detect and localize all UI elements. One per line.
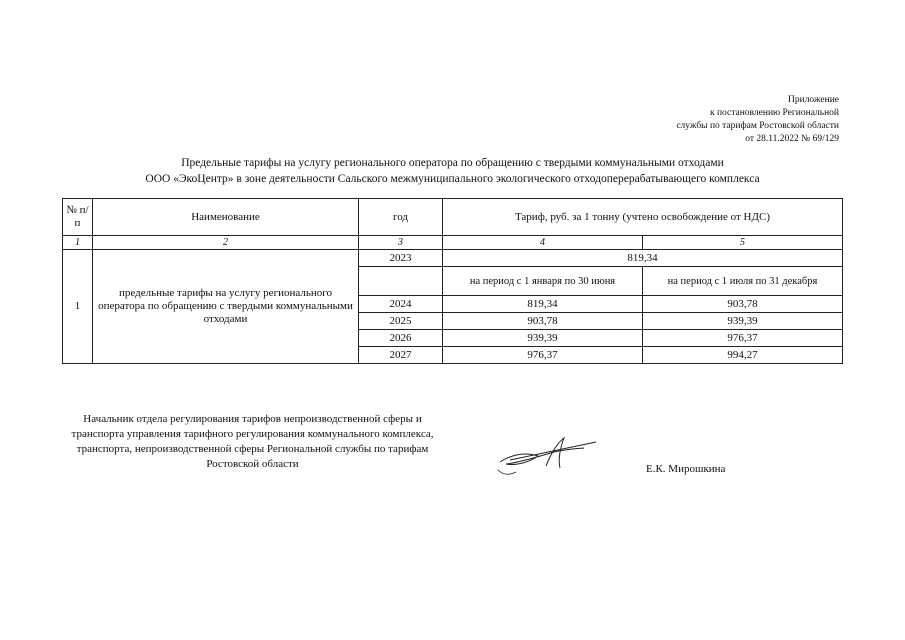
period-first-half: на период с 1 января по 30 июня xyxy=(443,267,643,296)
value-second-half: 976,37 xyxy=(643,330,843,347)
col-number-5: 5 xyxy=(643,236,843,250)
col-number-3: 3 xyxy=(359,236,443,250)
row-number: 1 xyxy=(63,250,93,364)
document-title xyxy=(60,155,845,187)
value-first-half: 819,34 xyxy=(443,296,643,313)
col-number-1: 1 xyxy=(63,236,93,250)
table-row xyxy=(63,250,843,267)
col-number-2: 2 xyxy=(93,236,359,250)
value-second-half: 939,39 xyxy=(643,313,843,330)
year-cell-empty xyxy=(359,267,443,296)
appendix-line-3: службы по тарифам Ростовской области xyxy=(676,121,839,131)
col-number-4: 4 xyxy=(443,236,643,250)
tariff-table xyxy=(62,198,843,364)
row-name: предельные тарифы на услугу регионального оператора по обращению с твердыми коммунальными отходами xyxy=(93,250,359,364)
header-num: № п/п xyxy=(63,199,93,236)
period-second-half: на период с 1 июля по 31 декабря xyxy=(643,267,843,296)
signer-name: Е.К. Мирошкина xyxy=(646,463,726,475)
appendix-line-4: от 28.11.2022 № 69/129 xyxy=(745,134,839,144)
table-header-row xyxy=(63,199,843,236)
header-tariff: Тариф, руб. за 1 тонну (учтено освобождение от НДС) xyxy=(443,199,843,236)
value-first-half: 939,39 xyxy=(443,330,643,347)
header-name: Наименование xyxy=(93,199,359,236)
value-second-half: 994,27 xyxy=(643,347,843,364)
value-second-half: 903,78 xyxy=(643,296,843,313)
year-cell: 2027 xyxy=(359,347,443,364)
signer-position: Начальник отдела регулирования тарифов непроизводственной сферы и транспорта управления тарифного регулирования коммунального комплекса, транспорта, непроизводственной сферы Региональной службы по тарифам Ростовской области xyxy=(71,413,434,470)
value-first-half: 976,37 xyxy=(443,347,643,364)
appendix-line-1: Приложение xyxy=(788,95,839,105)
header-year: год xyxy=(359,199,443,236)
title-line-1: Предельные тарифы на услугу регионального оператора по обращению с твердыми коммунальными отходами xyxy=(181,157,724,169)
year-cell: 2026 xyxy=(359,330,443,347)
value-2023: 819,34 xyxy=(443,250,843,267)
title-line-2: ООО «ЭкоЦентр» в зоне деятельности Сальского межмуниципального экологического отходоперерабатывающего комплекса xyxy=(145,173,760,185)
handwritten-signature xyxy=(492,432,602,480)
appendix-line-2: к постановлению Региональной xyxy=(709,108,839,118)
year-cell: 2023 xyxy=(359,250,443,267)
year-cell: 2024 xyxy=(359,296,443,313)
value-first-half: 903,78 xyxy=(443,313,643,330)
column-number-row xyxy=(63,236,843,250)
year-cell: 2025 xyxy=(359,313,443,330)
appendix-header xyxy=(676,94,839,146)
